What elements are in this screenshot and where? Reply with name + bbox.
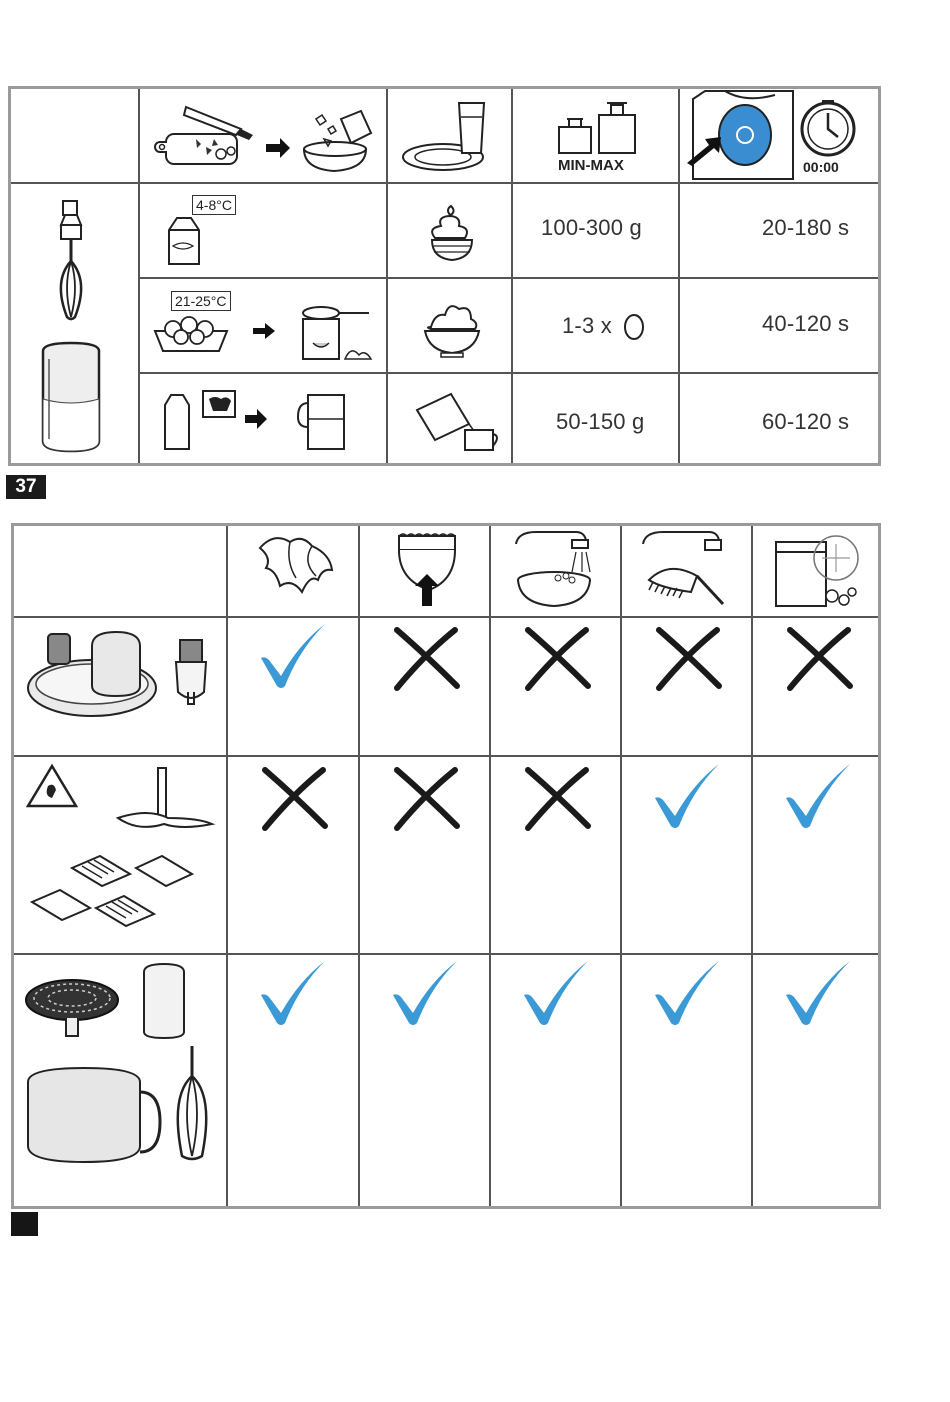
stopwatch-icon — [797, 97, 859, 157]
time-value: 20-180 s — [762, 215, 850, 240]
check-mark-icon — [261, 624, 325, 688]
prepare-ingredients-icon — [156, 99, 376, 174]
time-value: 60-120 s — [762, 409, 850, 434]
figure-number: 37 — [6, 475, 46, 499]
cross-mark-icon — [528, 770, 588, 828]
black-square-marker — [11, 1212, 38, 1236]
divider — [138, 372, 878, 374]
egg-carton-icon — [151, 311, 231, 361]
timer-label: 00:00 — [803, 159, 839, 175]
cleaning-table — [11, 523, 881, 1209]
cross-mark-icon — [397, 630, 457, 688]
beaten-egg-whites-icon — [421, 297, 483, 359]
min-max-label: MIN-MAX — [558, 157, 624, 174]
divider — [138, 277, 878, 279]
divider — [138, 89, 140, 463]
check-mark-icon — [786, 764, 850, 828]
divider — [11, 182, 878, 184]
separating-eggs-icon — [293, 299, 377, 365]
cross-mark-icon — [265, 770, 325, 828]
divider — [386, 89, 388, 463]
plate-and-glass-icon — [401, 99, 491, 174]
check-mark-icon — [655, 764, 719, 828]
divider — [511, 89, 513, 463]
check-mark-icon — [786, 961, 850, 1025]
pouring-shake-icon — [411, 384, 501, 454]
check-mark-icon — [524, 961, 588, 1025]
speed-button-icon — [685, 91, 795, 179]
beaker-icon — [37, 341, 105, 453]
marks-layer — [14, 526, 878, 1206]
milk-to-shake-icon — [161, 389, 271, 451]
quantity-prefix: 1-3 x — [562, 313, 612, 338]
cross-mark-icon — [790, 630, 850, 688]
time-value: 40-120 s — [762, 311, 850, 336]
temperature-label: 21-25°C — [171, 291, 231, 311]
check-mark-icon — [655, 961, 719, 1025]
check-mark-icon — [393, 961, 457, 1025]
cross-mark-icon — [528, 630, 588, 688]
whisk-attachment-icon — [51, 199, 91, 324]
cross-mark-icon — [659, 630, 719, 688]
divider — [678, 89, 680, 463]
weights-icon — [551, 97, 641, 157]
milk-carton-icon — [163, 216, 203, 266]
arrow-icon — [253, 323, 275, 339]
temperature-label: 4-8°C — [192, 195, 236, 215]
whipped-cream-icon — [424, 204, 479, 264]
cross-mark-icon — [397, 770, 457, 828]
quantity-value: 100-300 g — [541, 215, 642, 240]
check-mark-icon — [261, 961, 325, 1025]
milkshake-jug-icon — [296, 389, 356, 453]
egg-icon — [623, 313, 645, 341]
usage-table — [8, 86, 881, 466]
quantity-value: 50-150 g — [556, 409, 645, 434]
